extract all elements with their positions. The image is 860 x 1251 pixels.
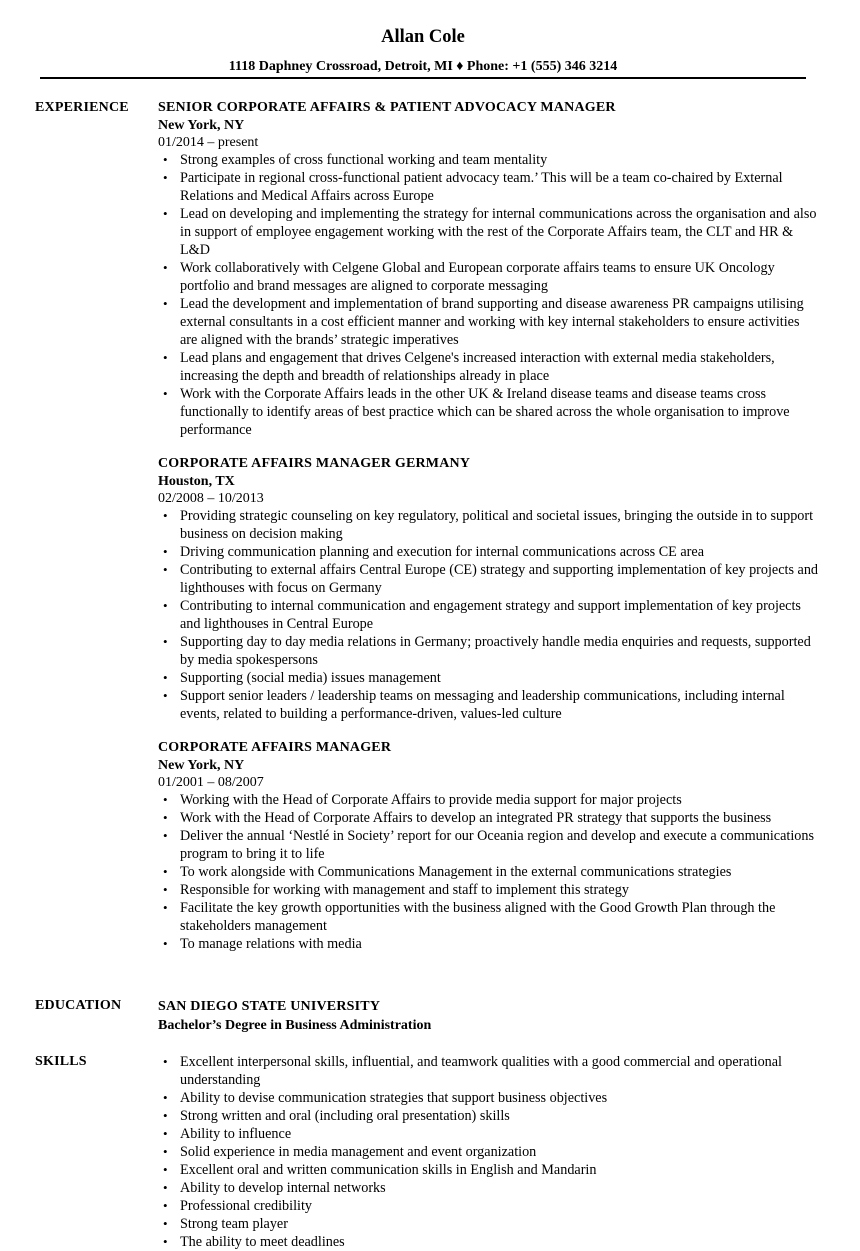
job-bullets	[158, 151, 818, 439]
bullet-icon: •	[163, 670, 168, 685]
bullet-icon: •	[163, 864, 168, 879]
list-item	[158, 1143, 818, 1161]
list-item	[158, 1089, 818, 1107]
bullet-icon: •	[163, 508, 168, 523]
job-title: CORPORATE AFFAIRS MANAGER GERMANY	[158, 456, 471, 471]
skill-text: Excellent oral and written communication skills in English and Mandarin	[180, 1162, 597, 1178]
bullet-icon: •	[163, 350, 168, 365]
bullet-text: Support senior leaders / leadership teams on messaging and leadership communications, including internal events, related to building a performance-driven, values-led culture	[180, 688, 785, 722]
bullet-text: Lead the development and implementation of brand supporting and disease awareness PR campaigns utilising external consultants in a cost efficient manner and working with key internal stakeholders to ensure activities are aligned with the brands’ strategic imperatives	[180, 296, 804, 348]
skill-text: Ability to influence	[180, 1126, 292, 1142]
bullet-icon: •	[163, 1108, 168, 1123]
bullet-text: Facilitate the key growth opportunities with the business aligned with the Good Growth Plan through the stakeholders management	[180, 900, 776, 934]
bullet-text: Supporting (social media) issues management	[180, 670, 441, 686]
list-item	[158, 1233, 818, 1251]
bullet-text: To manage relations with media	[180, 936, 362, 952]
list-item	[158, 935, 818, 953]
bullet-text: Work with the Corporate Affairs leads in the other UK & Ireland disease teams and disease teams cross functionally to identify areas of best practice which can be shared across the whole organisation to improve performance	[180, 386, 790, 438]
list-item	[158, 791, 818, 809]
bullet-icon: •	[163, 206, 168, 221]
job-entry	[158, 99, 818, 439]
job-entry	[158, 455, 818, 723]
job-entry	[158, 739, 818, 953]
job-bullets	[158, 791, 818, 953]
bullet-text: Work collaboratively with Celgene Global and European corporate affairs teams to ensure UK Oncology portfolio and brand messages are aligned to corporate messaging	[180, 260, 775, 294]
list-item	[158, 205, 818, 259]
skill-text: Professional credibility	[180, 1198, 312, 1214]
bullet-text: Participate in regional cross-functional patient advocacy team.’ This will be a team co-chaired by External Relations and Medical Affairs across Europe	[180, 170, 783, 204]
bullet-text: Working with the Head of Corporate Affairs to provide media support for major projects	[180, 792, 682, 808]
bullet-icon: •	[163, 900, 168, 915]
resume-name: Allan Cole	[381, 27, 465, 47]
list-item	[158, 1215, 818, 1233]
education-heading: EDUCATION	[35, 998, 122, 1013]
header-divider	[40, 77, 806, 79]
list-item	[158, 827, 818, 863]
list-item	[158, 151, 818, 169]
skill-text: Solid experience in media management and event organization	[180, 1144, 537, 1160]
job-bullets	[158, 507, 818, 723]
list-item	[158, 561, 818, 597]
bullet-text: Contributing to internal communication and engagement strategy and support implementation of key projects and lighthouses in Central Europe	[180, 598, 801, 632]
list-item	[158, 1197, 818, 1215]
bullet-icon: •	[163, 1162, 168, 1177]
bullet-icon: •	[163, 1144, 168, 1159]
list-item	[158, 1161, 818, 1179]
bullet-icon: •	[163, 828, 168, 843]
list-item	[158, 1107, 818, 1125]
list-item	[158, 543, 818, 561]
list-item	[158, 385, 818, 439]
job-dates: 01/2001 – 08/2007	[158, 775, 264, 790]
bullet-text: Driving communication planning and execution for internal communications across CE area	[180, 544, 704, 560]
bullet-icon: •	[163, 688, 168, 703]
bullet-icon: •	[163, 562, 168, 577]
bullet-icon: •	[163, 296, 168, 311]
skills-list	[158, 1053, 818, 1251]
bullet-icon: •	[163, 1090, 168, 1105]
degree: Bachelor’s Degree in Business Administration	[158, 1018, 432, 1033]
job-dates: 01/2014 – present	[158, 135, 259, 150]
list-item	[158, 687, 818, 723]
list-item	[158, 809, 818, 827]
list-item	[158, 669, 818, 687]
job-title: CORPORATE AFFAIRS MANAGER	[158, 740, 392, 755]
bullet-icon: •	[163, 936, 168, 951]
skill-text: Excellent interpersonal skills, influential, and teamwork qualities with a good commercial and operational understanding	[180, 1054, 782, 1088]
experience-heading: EXPERIENCE	[35, 100, 129, 115]
skill-text: Strong team player	[180, 1216, 288, 1232]
job-location: New York, NY	[158, 758, 245, 773]
bullet-icon: •	[163, 882, 168, 897]
bullet-text: Lead plans and engagement that drives Celgene's increased interaction with external media stakeholders, increasing the depth and breadth of relationships already in place	[180, 350, 775, 384]
bullet-text: To work alongside with Communications Management in the external communications strategies	[180, 864, 732, 880]
bullet-text: Lead on developing and implementing the strategy for internal communications across the organisation and also in support of employee engagement working with the rest of the Corporate Affairs team, the CLT and HR & L&D	[180, 206, 817, 258]
bullet-text: Strong examples of cross functional working and team mentality	[180, 152, 548, 168]
bullet-icon: •	[163, 1234, 168, 1249]
bullet-icon: •	[163, 1126, 168, 1141]
experience-list	[158, 99, 818, 969]
school-name: SAN DIEGO STATE UNIVERSITY	[158, 999, 381, 1014]
skill-text: The ability to meet deadlines	[180, 1234, 345, 1250]
bullet-icon: •	[163, 1216, 168, 1231]
bullet-text: Responsible for working with management and staff to implement this strategy	[180, 882, 629, 898]
bullet-icon: •	[163, 1198, 168, 1213]
contact-line: 1118 Daphney Crossroad, Detroit, MI ♦ Phone: +1 (555) 346 3214	[228, 59, 618, 74]
bullet-icon: •	[163, 810, 168, 825]
list-item	[158, 899, 818, 935]
bullet-icon: •	[163, 598, 168, 613]
bullet-icon: •	[163, 386, 168, 401]
job-location: New York, NY	[158, 118, 245, 133]
bullet-icon: •	[163, 792, 168, 807]
bullet-icon: •	[163, 634, 168, 649]
list-item	[158, 1053, 818, 1089]
list-item	[158, 863, 818, 881]
list-item	[158, 881, 818, 899]
list-item	[158, 169, 818, 205]
skill-text: Ability to devise communication strategies that support business objectives	[180, 1090, 608, 1106]
list-item	[158, 295, 818, 349]
list-item	[158, 1125, 818, 1143]
list-item	[158, 349, 818, 385]
bullet-text: Work with the Head of Corporate Affairs to develop an integrated PR strategy that supports the business	[180, 810, 772, 826]
job-dates: 02/2008 – 10/2013	[158, 491, 264, 506]
bullet-text: Supporting day to day media relations in Germany; proactively handle media enquiries and requests, supported by media spokespersons	[180, 634, 811, 668]
skills-heading: SKILLS	[35, 1054, 87, 1069]
list-item	[158, 259, 818, 295]
education-entry	[158, 997, 818, 1035]
bullet-icon: •	[163, 260, 168, 275]
list-item	[158, 597, 818, 633]
bullet-icon: •	[163, 544, 168, 559]
bullet-icon: •	[163, 1054, 168, 1069]
bullet-text: Deliver the annual ‘Nestlé in Society’ report for our Oceania region and develop and execute a communications program to bring it to life	[180, 828, 814, 862]
job-location: Houston, TX	[158, 474, 235, 489]
bullet-icon: •	[163, 170, 168, 185]
bullet-text: Providing strategic counseling on key regulatory, political and societal issues, bringing the outside in to support business on decision making	[180, 508, 814, 542]
job-title: SENIOR CORPORATE AFFAIRS & PATIENT ADVOCACY MANAGER	[158, 100, 616, 115]
skills-list-wrapper	[158, 1053, 818, 1251]
bullet-text: Contributing to external affairs Central Europe (CE) strategy and supporting implementation of key projects and lighthouses with focus on Germany	[180, 562, 819, 596]
skill-text: Ability to develop internal networks	[180, 1180, 386, 1196]
list-item	[158, 633, 818, 669]
bullet-icon: •	[163, 1180, 168, 1195]
skill-text: Strong written and oral (including oral presentation) skills	[180, 1108, 510, 1124]
bullet-icon: •	[163, 152, 168, 167]
list-item	[158, 1179, 818, 1197]
list-item	[158, 507, 818, 543]
